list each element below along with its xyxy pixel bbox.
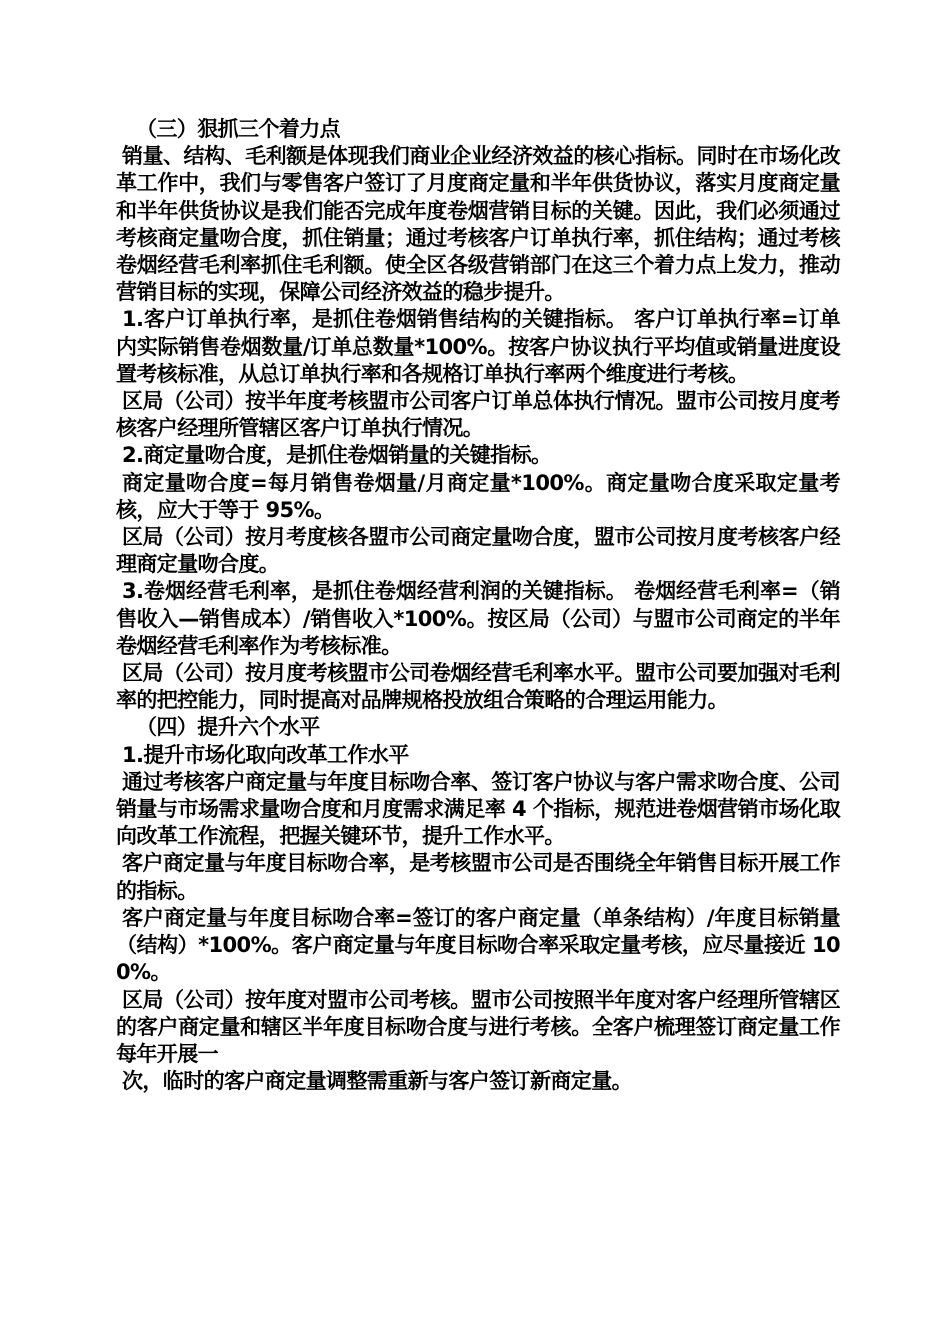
paragraph: 1.客户订单执行率，是抓住卷烟销售结构的关键指标。 客户订单执行率=订单内实际销售卷烟数量/订单总数量*100%。按客户协议执行平均值或销量进度设置考核标准，从总订单执行率和各规格订单执行率两个维度进行考核。 [116, 307, 840, 386]
section-heading: （三）狠抓三个着力点 [136, 117, 340, 141]
paragraph: 区局（公司）按年度对盟市公司考核。盟市公司按照半年度对客户经理所管辖区的客户商定量和辖区半年度目标吻合度与进行考核。全客户梳理签订商定量工作每年开展一 [116, 987, 840, 1066]
paragraph: 2.商定量吻合度，是抓住卷烟销量的关键指标。 [122, 443, 552, 468]
paragraph: 次，临时的客户商定量调整需重新与客户签订新商定量。 [122, 1069, 632, 1094]
paragraph: 区局（公司）按月度考核盟市公司卷烟经营毛利率水平。盟市公司要加强对毛利率的把控能力，同时提高对品牌规格投放组合策略的合理运用能力。 [116, 661, 840, 713]
subsection-heading: 1.提升市场化取向改革工作水平 [122, 742, 409, 767]
paragraph: 商定量吻合度=每月销售卷烟量/月商定量*100%。商定量吻合度采取定量考核，应大于等于 95%。 [116, 470, 840, 522]
section-heading: （四）提升六个水平 [136, 715, 320, 740]
paragraph: 3.卷烟经营毛利率，是抓住卷烟经营利润的关键指标。 卷烟经营毛利率=（销售收入—销售成本）/销售收入*100%。按区局（公司）与盟市公司商定的半年卷烟经营毛利率作为考核标准。 [116, 579, 840, 658]
paragraph: 区局（公司）按月考度核各盟市公司商定量吻合度，盟市公司按月度考核客户经理商定量吻合度。 [116, 525, 840, 577]
paragraph: 通过考核客户商定量与年度目标吻合率、签订客户协议与客户需求吻合度、公司销量与市场需求量吻合度和月度需求满足率 4 个指标，规范进卷烟营销市场化取向改革工作流程，把握关键环节，提升工作水平。 [116, 769, 840, 849]
document-body [116, 116, 840, 1095]
paragraph: 客户商定量与年度目标吻合率=签订的客户商定量（单条结构）/年度目标销量（结构）*100%。客户商定量与年度目标吻合率采取定量考核，应尽量接近 100%。 [116, 905, 840, 985]
paragraph: 客户商定量与年度目标吻合率，是考核盟市公司是否围绕全年销售目标开展工作的指标。 [116, 851, 840, 903]
paragraph: 区局（公司）按半年度考核盟市公司客户订单总体执行情况。盟市公司按月度考核客户经理所管辖区客户订单执行情况。 [116, 389, 840, 441]
paragraph: 销量、结构、毛利额是体现我们商业企业经济效益的核心指标。同时在市场化改革工作中，我们与零售客户签订了月度商定量和半年供货协议，落实月度商定量和半年供货协议是我们能否完成年度卷烟营销目标的关键。因此，我们必须通过考核商定量吻合度，抓住销量；通过考核客户订单执行率，抓住结构；通过考核卷烟经营毛利率抓住毛利额。使全区各级营销部门在这三个着力点上发力，推动营销目标的实现，保障公司经济效益的稳步提升。 [116, 144, 840, 305]
